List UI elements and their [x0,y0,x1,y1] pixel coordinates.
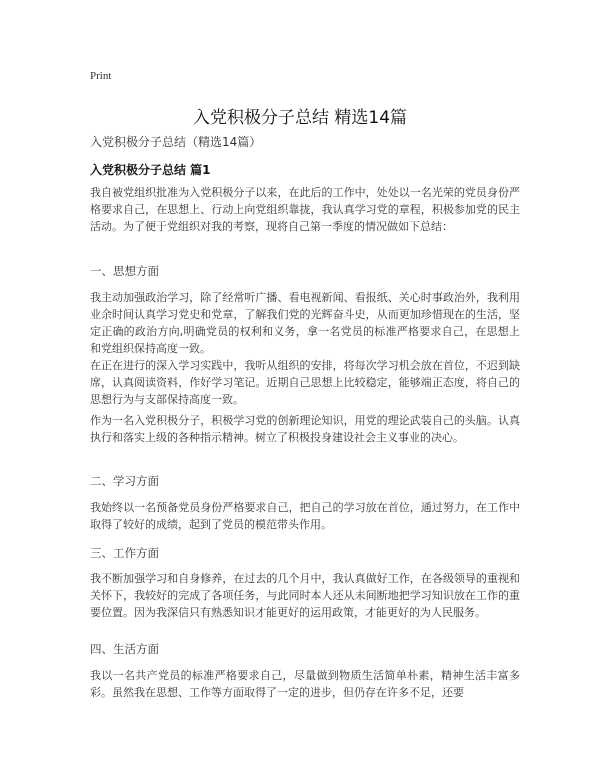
paragraph-study: 我始终以一名预备党员身份严格要求自己，把自己的学习放在首位，通过努力，在工作中取得了较好的成绩，起到了党员的模范带头作用。 [90,501,520,531]
page-title: 入党积极分子总结 精选14篇 [192,108,408,128]
print-label[interactable]: Print [90,70,112,82]
heading-study: 二、学习方面 [90,474,159,488]
document-subtitle: 入党积极分子总结（精选14篇） [90,135,262,149]
paragraph-work: 我不断加强学习和自身修养，在过去的几个月中，我认真做好工作，在各级领导的重视和关怀下，我较好的完成了各项任务，与此同时本人还从未间断地把学习知识放在工作的重要位置。因为我深信只有熟悉知识才能更好的运用政策，才能更好的为人民服务。 [90,572,520,619]
intro-paragraph: 我自被党组织批准为入党积极分子以来，在此后的工作中，处处以一名光荣的党员身份严格要求自己，在思想上、行动上向党组织靠拢，我认真学习党的章程，积极参加党的民主活动。为了便于党组织对我的考察，现将自己第一季度的情况做如下总结： [90,186,520,233]
heading-thought: 一、思想方面 [90,264,159,278]
paragraph-thought-2: 在正在进行的深入学习实践中，我听从组织的安排，将每次学习机会放在首位，不迟到缺席，认真阅读资料，作好学习笔记。近期自己思想上比较稳定，能够端正态度，将自己的思想行为与支部保持高度一致。 [90,359,520,406]
paragraph-thought-3: 作为一名入党积极分子，积极学习党的创新理论知识，用党的理论武装自己的头脑。认真执行和落实上级的各种指示精神。树立了积极投身建设社会主义事业的决心。 [90,414,520,444]
paragraph-thought-1: 我主动加强政治学习，除了经常听广播、看电视新闻、看报纸、关心时事政治外，我利用业余时间认真学习党史和党章，了解我们党的光辉奋斗史，从而更加珍惜现在的生活，坚定正确的政治方向,明确党员的权利和义务，拿一名党员的标准严格要求自己，在思想上和党组织保持高度一致。 [90,291,520,355]
heading-work: 三、工作方面 [90,546,159,560]
section-heading: 入党积极分子总结 篇1 [90,163,211,177]
heading-life: 四、生活方面 [90,642,159,656]
paragraph-life: 我以一名共产党员的标准严格要求自己，尽量做到物质生活简单朴素，精神生活丰富多彩。虽然我在思想、工作等方面取得了一定的进步，但仍存在许多不足，还要 [90,669,520,699]
